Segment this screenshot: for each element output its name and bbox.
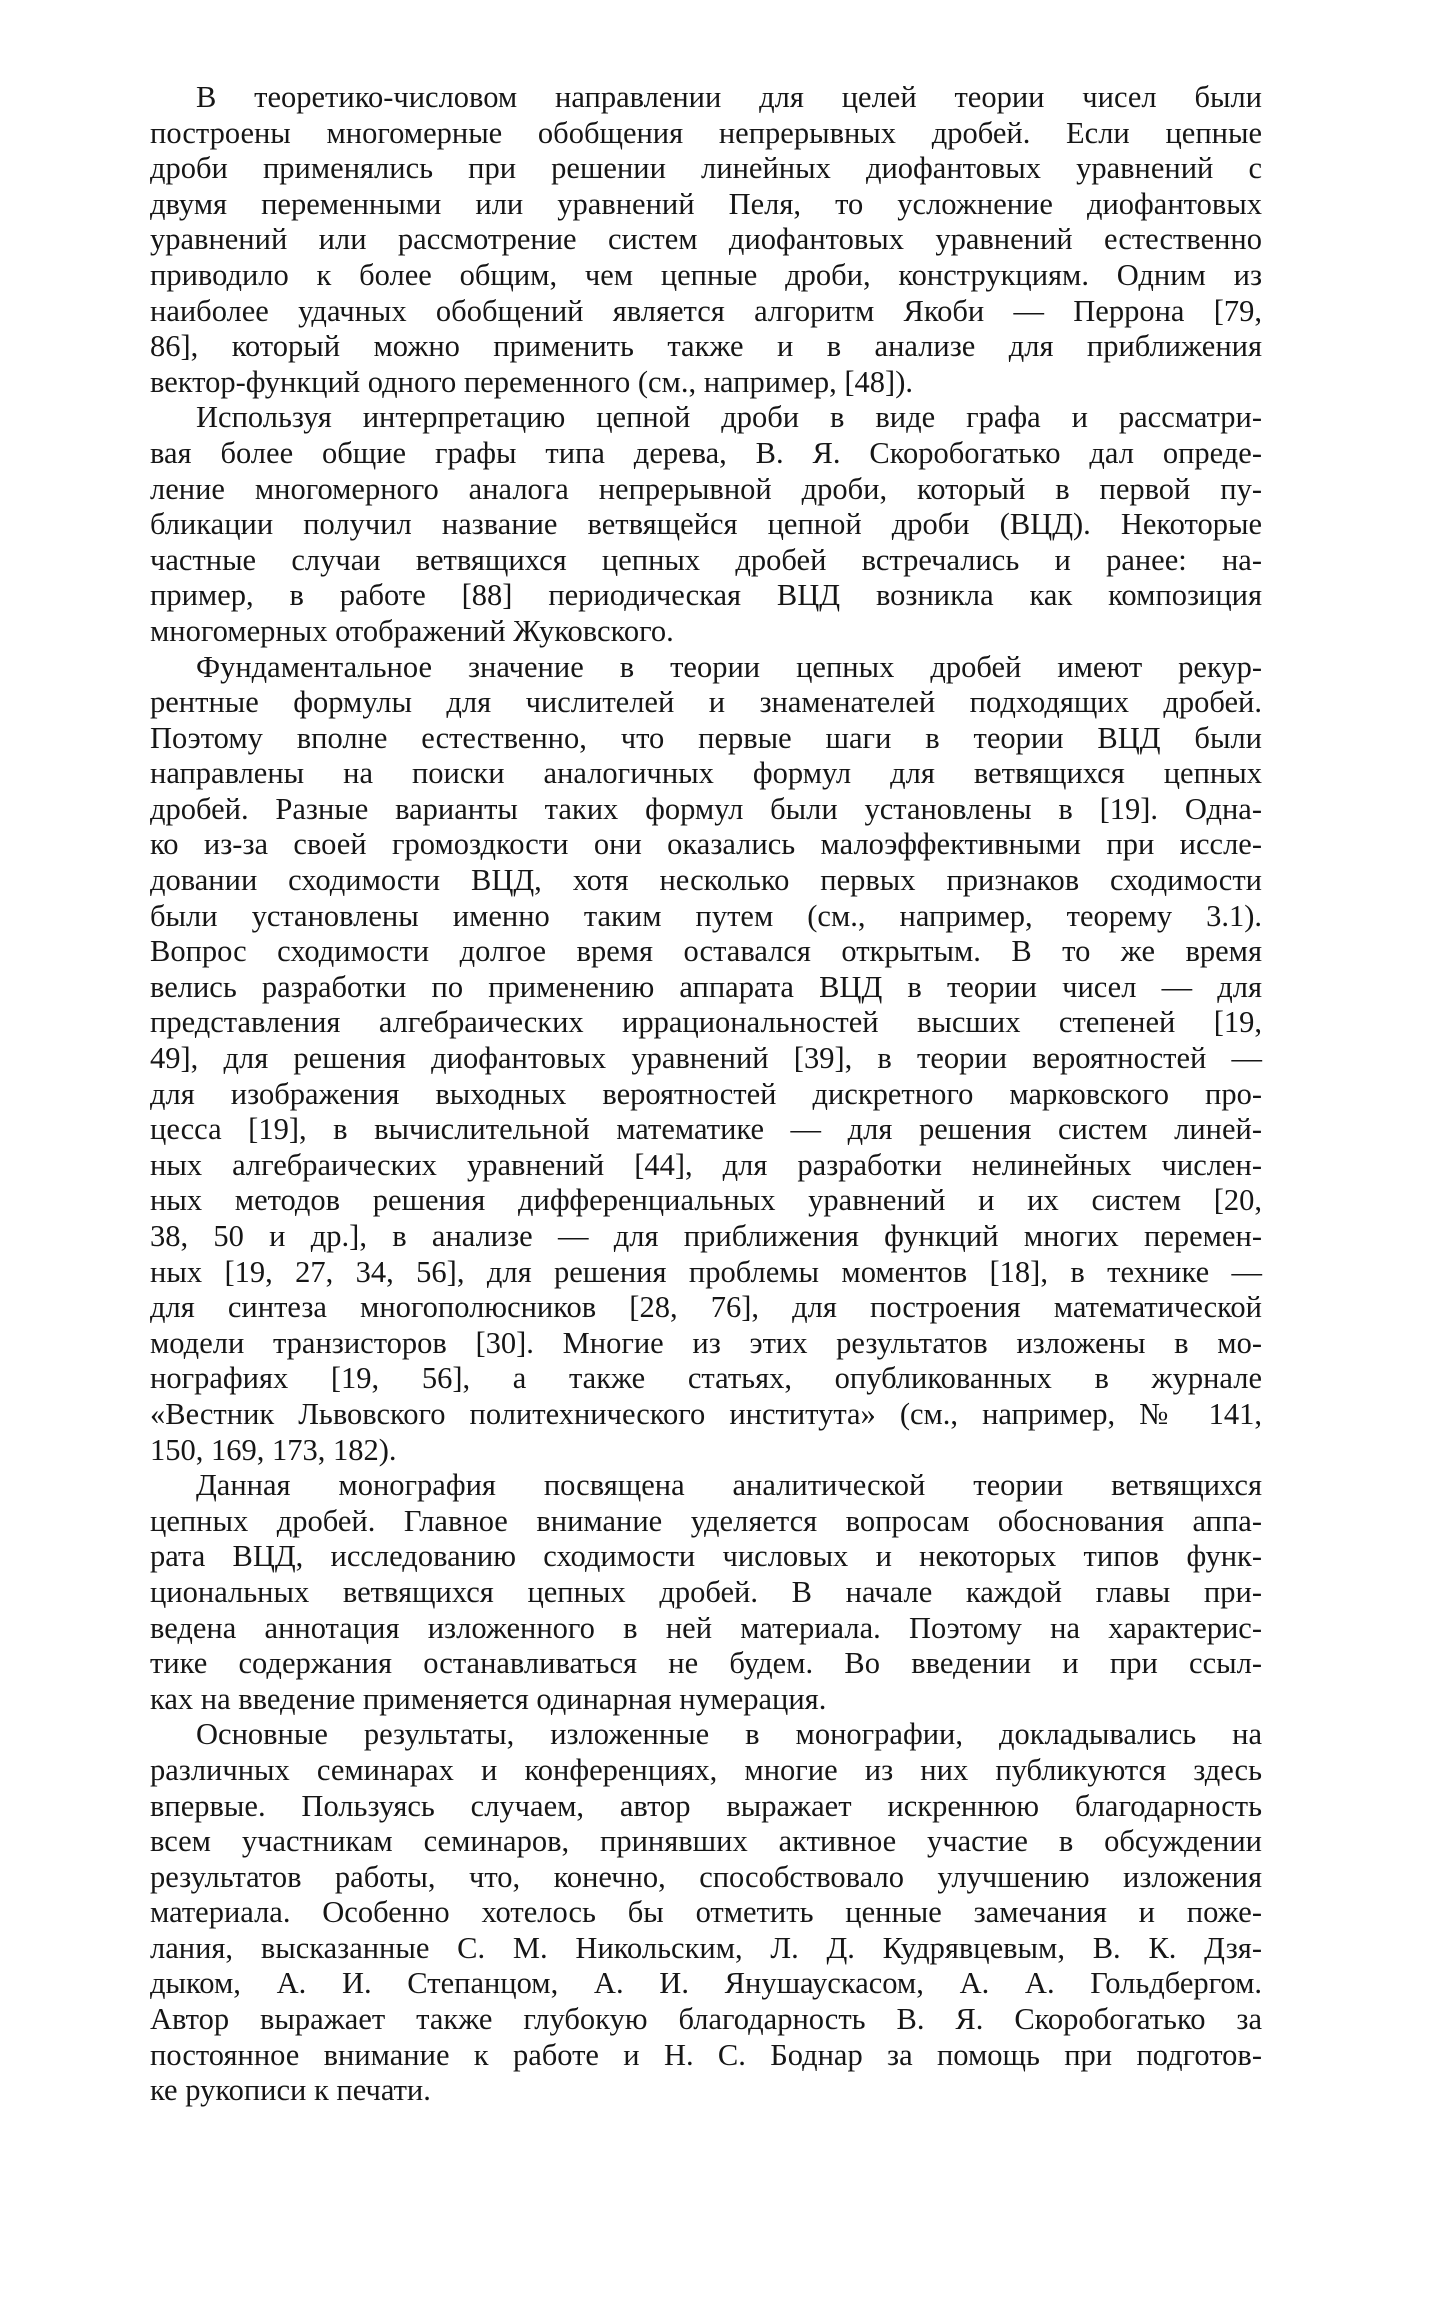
text-line: цепных дробей. Главное внимание уделяется вопросам обоснования аппа- bbox=[150, 1503, 1262, 1538]
text-line: ко из-за своей громоздкости они оказались малоэффективными при иссле- bbox=[150, 827, 1262, 862]
text-line: постоянное внимание к работе и Н. С. Боднар за помощь при подготов- bbox=[150, 2037, 1262, 2072]
text-line: двумя переменными или уравнений Пеля, то усложнение диофантовых bbox=[150, 186, 1262, 221]
text-line: ных [19, 27, 34, 56], для решения проблемы моментов [18], в технике — bbox=[150, 1254, 1262, 1289]
text-line: уравнений или рассмотрение систем диофантовых уравнений естественно bbox=[150, 222, 1262, 257]
text-line: Автор выражает также глубокую благодарность В. Я. Скоробогатько за bbox=[150, 2002, 1262, 2037]
text-line: рата ВЦД, исследованию сходимости числовых и некоторых типов функ- bbox=[150, 1539, 1262, 1574]
text-line: дробей. Разные варианты таких формул были установлены в [19]. Одна- bbox=[150, 791, 1262, 826]
text-line: построены многомерные обобщения непрерывных дробей. Если цепные bbox=[150, 115, 1262, 150]
text-line: модели транзисторов [30]. Многие из этих результатов изложены в мо- bbox=[150, 1325, 1262, 1360]
text-line: довании сходимости ВЦД, хотя несколько первых признаков сходимости bbox=[150, 863, 1262, 898]
text-line: материала. Особенно хотелось бы отметить ценные замечания и поже- bbox=[150, 1895, 1262, 1930]
text-line: Поэтому вполне естественно, что первые шаги в теории ВЦД были bbox=[150, 720, 1262, 755]
text-line: направлены на поиски аналогичных формул для ветвящихся цепных bbox=[150, 756, 1262, 791]
text-line: ведена аннотация изложенного в ней материала. Поэтому на характерис- bbox=[150, 1610, 1262, 1645]
text-line: лания, высказанные С. М. Никольским, Л. Д. Кудрявцевым, В. К. Дзя- bbox=[150, 1930, 1262, 1965]
text-line: всем участникам семинаров, принявших активное участие в обсуждении bbox=[150, 1824, 1262, 1859]
text-line: Фундаментальное значение в теории цепных дробей имеют рекур- bbox=[196, 649, 1262, 684]
text-line: впервые. Пользуясь случаем, автор выражает искреннюю благодарность bbox=[150, 1788, 1262, 1823]
text-line: Основные результаты, изложенные в монографии, докладывались на bbox=[196, 1717, 1262, 1752]
text-line: ных методов решения дифференциальных уравнений и их систем [20, bbox=[150, 1183, 1262, 1218]
text-line: наиболее удачных обобщений является алгоритм Якоби — Перрона [79, bbox=[150, 293, 1262, 328]
text-line: приводило к более общим, чем цепные дроби, конструкциям. Одним из bbox=[150, 257, 1262, 292]
text-line: Вопрос сходимости долгое время оставался открытым. В то же время bbox=[150, 934, 1262, 969]
text-line: 150, 169, 173, 182). bbox=[150, 1432, 397, 1467]
text-line: для синтеза многополюсников [28, 76], для построения математической bbox=[150, 1290, 1262, 1325]
text-line: частные случаи ветвящихся цепных дробей встречались и ранее: на- bbox=[150, 542, 1262, 577]
text-line: Используя интерпретацию цепной дроби в виде графа и рассматри- bbox=[196, 400, 1262, 435]
text-line: дроби применялись при решении линейных диофантовых уравнений с bbox=[150, 151, 1262, 186]
text-line: представления алгебраических иррациональностей высших степеней [19, bbox=[150, 1005, 1262, 1040]
text-line: различных семинарах и конференциях, многие из них публикуются здесь bbox=[150, 1752, 1262, 1787]
paragraph bbox=[150, 1468, 1262, 1717]
text-line: вая более общие графы типа дерева, В. Я. Скоробогатько дал опреде- bbox=[150, 435, 1262, 470]
text-line: 86], который можно применить также и в анализе для приближения bbox=[150, 329, 1262, 364]
text-line: дыком, А. И. Степанцом, А. И. Янушаускасом, А. А. Гольдбергом. bbox=[150, 1966, 1262, 2001]
text-line: Данная монография посвящена аналитической теории ветвящихся bbox=[196, 1468, 1262, 1503]
text-line: циональных ветвящихся цепных дробей. В начале каждой главы при- bbox=[150, 1574, 1262, 1609]
text-line: велись разработки по применению аппарата ВЦД в теории чисел — для bbox=[150, 969, 1262, 1004]
text-line: бликации получил название ветвящейся цепной дроби (ВЦД). Некоторые bbox=[150, 507, 1262, 542]
text-line: 38, 50 и др.], в анализе — для приближения функций многих перемен- bbox=[150, 1219, 1262, 1253]
text-line: рентные формулы для числителей и знаменателей подходящих дробей. bbox=[150, 685, 1262, 720]
text-line: «Вестник Львовского политехнического института» (см., например, № 141, bbox=[150, 1396, 1262, 1431]
paragraph bbox=[150, 1717, 1262, 2109]
text-line: вектор-функций одного переменного (см., например, [48]). bbox=[150, 364, 913, 399]
paragraph bbox=[150, 400, 1262, 649]
text-line: ных алгебраических уравнений [44], для разработки нелинейных числен- bbox=[150, 1147, 1262, 1182]
text-line: ление многомерного аналога непрерывной дроби, который в первой пу- bbox=[150, 471, 1262, 506]
page-text bbox=[150, 80, 1262, 2109]
text-line: пример, в работе [88] периодическая ВЦД возникла как композиция bbox=[150, 578, 1262, 613]
text-line: тике содержания останавливаться не будем. Во введении и при ссыл- bbox=[150, 1646, 1262, 1681]
text-line: 49], для решения диофантовых уравнений [39], в теории вероятностей — bbox=[150, 1041, 1262, 1076]
text-line: цесса [19], в вычислительной математике — для решения систем линей- bbox=[150, 1112, 1262, 1147]
text-line: результатов работы, что, конечно, способствовало улучшению изложения bbox=[150, 1859, 1262, 1894]
text-line: ке рукописи к печати. bbox=[150, 2073, 431, 2108]
text-line: многомерных отображений Жуковского. bbox=[150, 613, 674, 648]
text-line: нографиях [19, 56], а также статьях, опубликованных в журнале bbox=[150, 1361, 1262, 1396]
text-line: для изображения выходных вероятностей дискретного марковского про- bbox=[150, 1076, 1262, 1111]
text-line: были установлены именно таким путем (см., например, теорему 3.1). bbox=[150, 898, 1262, 933]
paragraph bbox=[150, 650, 1262, 1469]
paragraph bbox=[150, 80, 1262, 400]
text-line: В теоретико-числовом направлении для целей теории чисел были bbox=[196, 80, 1262, 114]
text-line: ках на введение применяется одинарная нумерация. bbox=[150, 1681, 827, 1716]
